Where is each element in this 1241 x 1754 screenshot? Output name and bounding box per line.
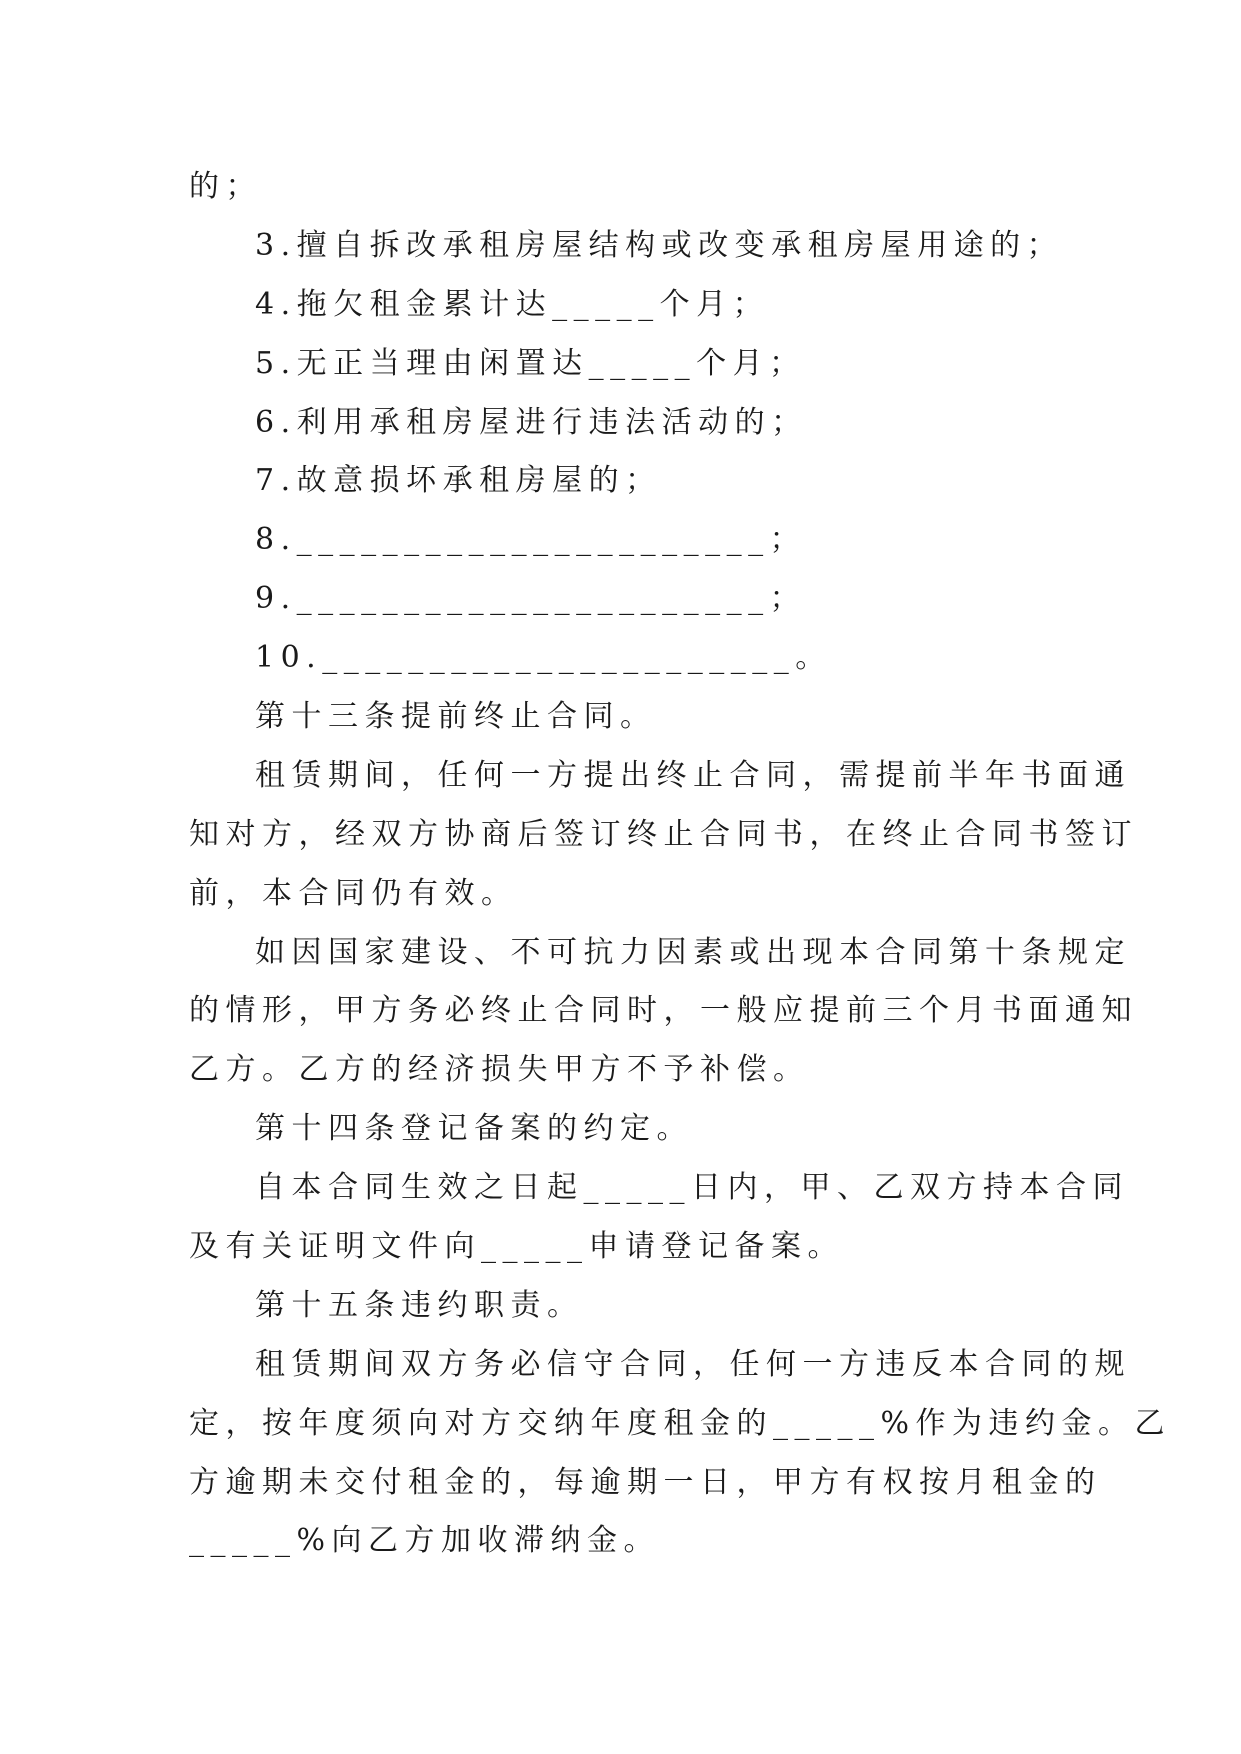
text-line: 定，按年度须向对方交纳年度租金的_____%作为违约金。乙 [189,1405,1172,1441]
text-line: 租赁期间双方务必信守合同，任何一方违反本合同的规 [255,1346,1131,1382]
clause-item-10: 10.______________________。 [255,640,832,676]
clause-item-5: 5.无正当理由闲置达_____个月； [255,345,806,381]
clause-item-3: 3.擅自拆改承租房屋结构或改变承租房屋用途的； [255,227,1064,263]
text-line: 如因国家建设、不可抗力因素或出现本合同第十条规定 [255,934,1131,970]
text-line: 方逾期未交付租金的，每逾期一日，甲方有权按月租金的 [189,1464,1102,1500]
text-line: _____%向乙方加收滞纳金。 [189,1523,661,1559]
text-line: 乙方。乙方的经济损失甲方不予补偿。 [189,1052,810,1088]
text-line: 前，本合同仍有效。 [189,875,518,911]
text-line: 知对方，经双方协商后签订终止合同书，在终止合同书签订 [189,816,1138,852]
text-line: 自本合同生效之日起_____日内，甲、乙双方持本合同 [255,1170,1129,1206]
clause-item-9: 9.______________________； [255,581,807,617]
contract-text [189,158,1172,1571]
clause-item-4: 4.拖欠租金累计达_____个月； [255,286,770,322]
text-line: 的； [189,169,262,204]
clause-item-7: 7.故意损坏承租房屋的； [255,463,662,499]
article-15-heading: 第十五条违约职责。 [255,1287,584,1323]
text-line: 及有关证明文件向_____申请登记备案。 [189,1229,844,1265]
text-line: 的情形，甲方务必终止合同时，一般应提前三个月书面通知 [189,993,1138,1029]
clause-item-8: 8.______________________； [255,522,807,558]
article-13-heading: 第十三条提前终止合同。 [255,699,657,735]
text-line: 租赁期间，任何一方提出终止合同，需提前半年书面通 [255,757,1131,793]
clause-item-6: 6.利用承租房屋进行违法活动的； [255,404,808,440]
article-14-heading: 第十四条登记备案的约定。 [255,1111,693,1147]
